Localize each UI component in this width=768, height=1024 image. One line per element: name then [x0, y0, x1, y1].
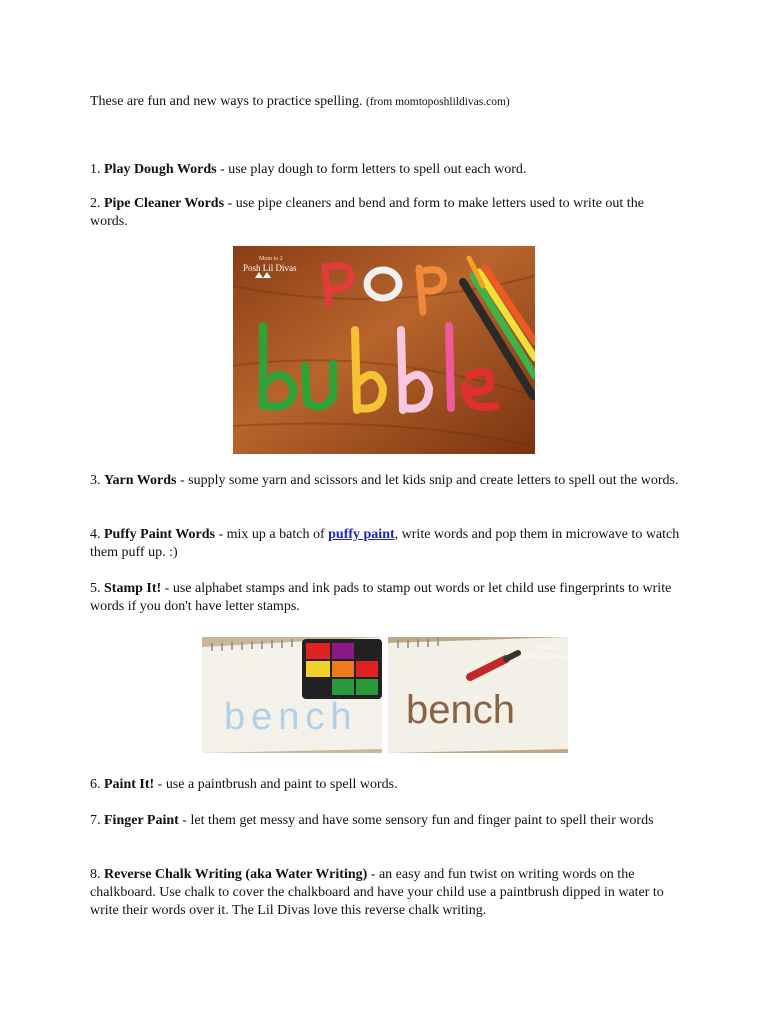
item-number: 1.: [90, 162, 101, 177]
item-title: Paint It!: [104, 777, 155, 792]
ink-pad-image: [302, 639, 382, 699]
item-description: , write words and pop them in microwave to watch them puff up. :): [90, 527, 680, 560]
item-description: - use play dough to form letters to spell out each word.: [216, 162, 527, 177]
intro-text: These are fun and new ways to practice spelling.: [90, 94, 363, 109]
item-title: Reverse Chalk Writing (aka Water Writing): [104, 867, 368, 882]
intro-paragraph: [90, 93, 680, 111]
item-title: Puffy Paint Words: [104, 527, 215, 542]
item-number: 7.: [90, 813, 101, 828]
item-description: - supply some yarn and scissors and let kids snip and create letters to spell out the words.: [176, 473, 679, 488]
svg-text:Mom to 2: Mom to 2: [259, 256, 283, 262]
list-item-1: [90, 161, 680, 179]
svg-text:Posh Lil Divas: Posh Lil Divas: [243, 263, 297, 273]
stamp-words-photo-right: [388, 637, 568, 753]
intro-source: (from momtoposhlildivas.com): [366, 96, 510, 108]
item-number: 3.: [90, 473, 101, 488]
pipe-cleaner-words-photo: [233, 246, 535, 454]
item-title: Yarn Words: [104, 473, 177, 488]
item-description: - mix up a batch of: [214, 527, 329, 542]
puffy-paint-link[interactable]: puffy paint: [328, 527, 395, 542]
item-number: 4.: [90, 527, 101, 542]
item-title: Play Dough Words: [104, 162, 217, 177]
svg-text:Mom to 2: Mom to 2: [538, 646, 558, 651]
list-item-8: [90, 866, 680, 920]
svg-text:bench: bench: [224, 696, 358, 738]
item-description: - let them get messy and have some sensory fun and finger paint to spell their words: [178, 813, 654, 828]
svg-text:bench: bench: [406, 688, 515, 732]
item-title: Pipe Cleaner Words: [104, 196, 225, 211]
list-item-7: [90, 812, 680, 830]
item-number: 2.: [90, 196, 101, 211]
list-item-2: [90, 195, 680, 231]
item-title: Finger Paint: [104, 813, 179, 828]
list-item-3: [90, 472, 680, 490]
list-item-4: [90, 526, 680, 562]
item-number: 5.: [90, 581, 101, 596]
item-number: 6.: [90, 777, 101, 792]
item-description: - use alphabet stamps and ink pads to stamp out words or let child use fingerprints to write words if you don't have letter stamps.: [90, 581, 672, 614]
svg-text:Posh Lil Divas: Posh Lil Divas: [522, 652, 564, 660]
list-item-5: [90, 580, 680, 616]
item-description: - use pipe cleaners and bend and form to make letters used to write out the words.: [90, 196, 644, 229]
list-item-6: [90, 776, 680, 794]
item-description: - an easy and fun twist on writing words on the chalkboard. Use chalk to cover the chalkboard and have your child use a paintbrush dipped in water to write their words over it. The Lil Divas love this reverse chalk writing.: [90, 867, 664, 918]
item-title: Stamp It!: [104, 581, 162, 596]
stamp-words-photo-left: [202, 637, 382, 753]
item-description: - use a paintbrush and paint to spell words.: [154, 777, 398, 792]
item-number: 8.: [90, 867, 101, 882]
